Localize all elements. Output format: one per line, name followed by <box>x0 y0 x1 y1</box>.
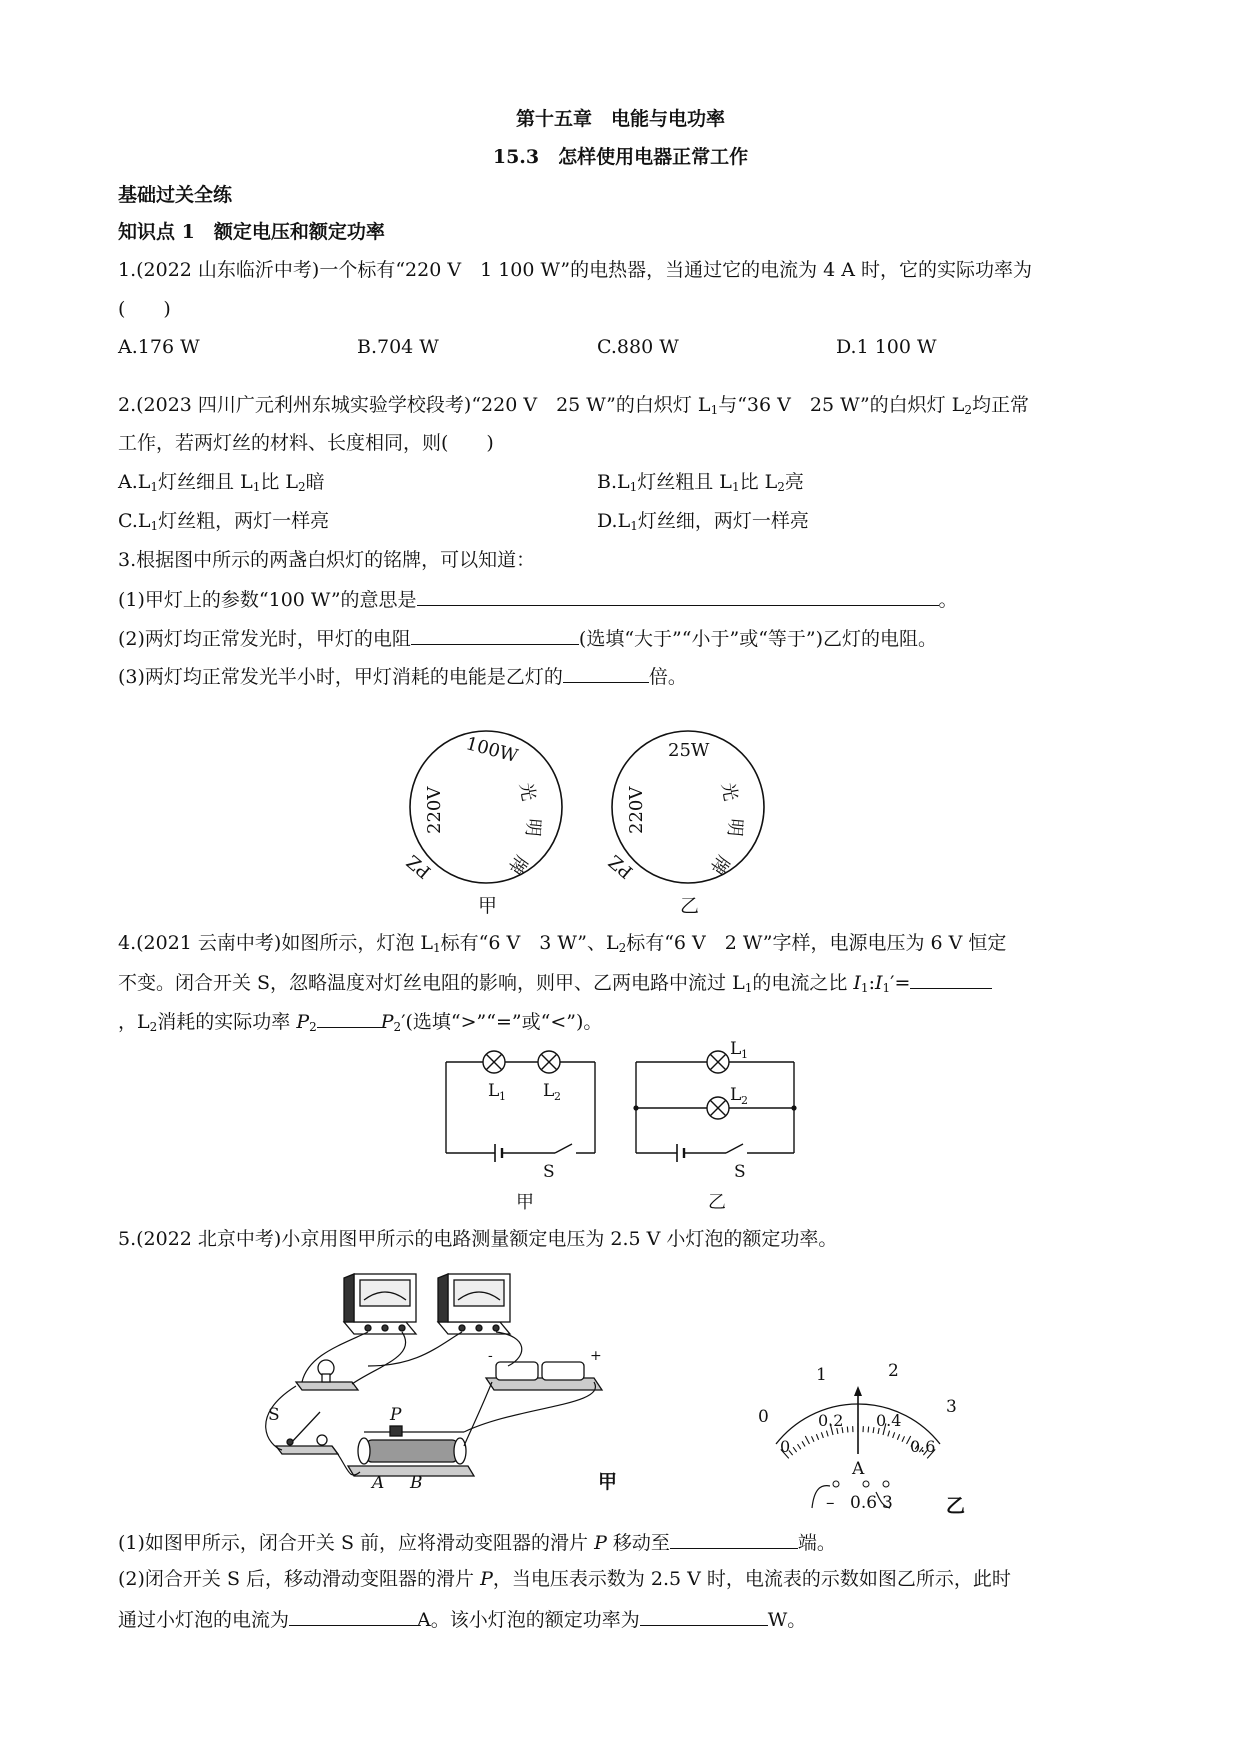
svg-text:+: + <box>590 1348 602 1364</box>
dial-tick <box>802 1441 805 1446</box>
dial-tick <box>868 1427 869 1433</box>
q3-p1-text: (1)甲灯上的参数“100 W”的意思是 <box>118 589 417 611</box>
section-title: 15.3 怎样使用电器正常工作 <box>492 146 749 168</box>
dial-tick <box>888 1431 890 1437</box>
sub: 1 <box>710 403 719 417</box>
math-symbol: P <box>380 1011 394 1033</box>
q5-text: ，当电压表示数为 2.5 V 时，电流表的示数如图乙所示，此时 <box>492 1568 1011 1590</box>
q3-stem: 3.根据图中所示的两盏白炽灯的铭牌，可以知道： <box>118 549 536 571</box>
label-l2-sub: 2 <box>554 1090 561 1103</box>
q2-text-b: 与“36 V 25 W”的白炽灯 L <box>718 394 965 416</box>
q3-p1-end: 。 <box>938 589 958 611</box>
plate-jia-power: 100W <box>463 733 521 768</box>
answer-blank[interactable] <box>289 1605 417 1626</box>
sub: 2 <box>298 480 306 494</box>
nameplate-yi <box>605 740 746 882</box>
answer-blank[interactable] <box>317 1007 381 1028</box>
q2-text-a: 2.(2023 四川广元利州东城实验学校段考)“220 V 25 W”的白炽灯 L <box>118 394 711 416</box>
opt-text: D.L <box>597 510 631 532</box>
dial-tick <box>793 1447 797 1452</box>
scale-bottom-0: 0 <box>780 1437 791 1456</box>
q2-option-c <box>118 508 329 534</box>
dial-tick <box>797 1444 800 1449</box>
q4-stem-line3 <box>118 1007 602 1035</box>
dial-tick <box>826 1431 828 1437</box>
sub: 1 <box>630 519 638 533</box>
dial-tick <box>805 1436 809 1444</box>
q3-part2 <box>118 624 937 652</box>
circuit-yi <box>636 1051 794 1162</box>
nameplate-jia <box>403 733 544 882</box>
plate-yi-caption: 乙 <box>680 895 700 917</box>
q4-stem-line1 <box>118 930 1006 956</box>
terminal-06-label: 0.6 <box>850 1493 878 1513</box>
plate-jia-voltage: 220V <box>424 786 445 834</box>
q1-option-c: C.880 W <box>597 336 679 358</box>
q2-stem-line2: 工作，若两灯丝的材料、长度相同，则( ) <box>118 432 494 454</box>
q4-text: ，L <box>118 1011 150 1033</box>
answer-blank[interactable] <box>563 662 649 683</box>
sub: 1 <box>150 480 159 494</box>
plate-jia-caption: 甲 <box>478 895 498 917</box>
q4-text: 4.(2021 云南中考)如图所示，灯泡 L <box>118 932 434 954</box>
label-l1: L <box>730 1039 742 1059</box>
answer-blank[interactable] <box>670 1528 798 1549</box>
q5-text: W。 <box>767 1609 807 1631</box>
q4-text: ′(选填“>”“=”或“<”)。 <box>401 1011 603 1033</box>
label-l1-sub: 1 <box>499 1090 506 1103</box>
sub: 1 <box>882 981 891 995</box>
q2-option-d <box>597 508 809 534</box>
dial-tick <box>902 1436 905 1441</box>
voltmeter-icon <box>344 1274 416 1334</box>
q3-p2-text: (2)两灯均正常发光时，甲灯的电阻 <box>118 628 411 650</box>
answer-blank[interactable] <box>411 624 579 645</box>
circuit-jia-caption: 甲 <box>516 1192 534 1213</box>
q5-part3 <box>118 1605 806 1633</box>
scale-top-2: 2 <box>888 1361 899 1381</box>
sub: 1 <box>252 480 261 494</box>
label-l2: L <box>543 1081 555 1101</box>
plate-yi-voltage: 220V <box>626 786 647 834</box>
ammeter-dial-figure <box>740 1356 980 1516</box>
q4-text: 的电流之比 <box>752 972 854 994</box>
q5-text: 通过小灯泡的电流为 <box>118 1609 290 1631</box>
scale-top-0: 0 <box>758 1407 769 1427</box>
dial-tick <box>847 1427 848 1433</box>
terminal-3-label: 3 <box>882 1493 893 1513</box>
terminal-a-label: A <box>372 1473 385 1493</box>
q1-option-d: D.1 100 W <box>836 336 937 358</box>
q4-stem-line2 <box>118 968 992 996</box>
figure-jia-caption: 甲 <box>598 1471 618 1493</box>
opt-text: B.L <box>597 471 630 493</box>
math-symbol: P <box>480 1568 493 1590</box>
scale-top-3: 3 <box>946 1397 957 1417</box>
opt-text: C.L <box>118 510 151 532</box>
q2-stem-line1 <box>118 392 1029 418</box>
opt-text: 灯丝粗且 L <box>637 471 732 493</box>
knowledge-point-heading: 知识点 1 额定电压和额定功率 <box>118 221 385 243</box>
opt-text: 灯丝细且 L <box>158 471 253 493</box>
sub: 1 <box>860 981 869 995</box>
math-symbol: I <box>853 972 861 994</box>
switch-label: S <box>268 1405 280 1425</box>
plate-jia-model: PZ <box>402 850 436 883</box>
label-switch: S <box>734 1162 746 1182</box>
plate-yi-brand-1: 光 <box>717 781 741 803</box>
lamp-nameplates-figure <box>402 712 810 922</box>
q3-part3 <box>118 662 687 690</box>
q1-bracket: ( ) <box>118 298 171 320</box>
q5-text: (1)如图甲所示，闭合开关 S 前，应将滑动变阻器的滑片 <box>118 1532 595 1554</box>
sub: 1 <box>150 519 159 533</box>
switch-icon[interactable] <box>276 1412 338 1454</box>
q2-option-a <box>118 469 325 495</box>
opt-text: 亮 <box>784 471 804 493</box>
slider-label: P <box>390 1405 402 1425</box>
q5-text: A。该小灯泡的额定功率为 <box>417 1609 640 1631</box>
dial-tick <box>816 1434 818 1440</box>
rheostat-icon[interactable] <box>348 1426 474 1476</box>
opt-text: 灯丝细，两灯一样亮 <box>637 510 809 532</box>
meter-unit: A <box>852 1459 865 1479</box>
sub: 2 <box>618 941 627 955</box>
q5-text: 移动至 <box>606 1532 670 1554</box>
part-heading: 基础过关全练 <box>118 184 233 206</box>
answer-blank[interactable] <box>417 585 939 606</box>
q2-option-b <box>597 469 804 495</box>
q5-text: (2)闭合开关 S 后，移动滑动变阻器的滑片 <box>118 1568 481 1590</box>
dial-tick <box>873 1427 874 1433</box>
opt-text: 比 L <box>260 471 299 493</box>
sub: 1 <box>629 480 638 494</box>
q3-part1 <box>118 585 958 613</box>
sub: 1 <box>744 981 753 995</box>
q3-p3-text: (3)两灯均正常发光半小时，甲灯消耗的电能是乙灯的 <box>118 666 563 688</box>
junction-dot <box>633 1105 638 1110</box>
terminal-neg-icon <box>833 1481 839 1487</box>
sub: 2 <box>393 1020 402 1034</box>
dial-tick <box>897 1434 899 1440</box>
terminal-06-icon <box>863 1481 869 1487</box>
q3-p2-end: (选填“大于”“小于”或“等于”)乙灯的电阻。 <box>578 628 938 650</box>
terminal-neg-label: – <box>826 1493 835 1513</box>
ammeter-icon <box>438 1274 510 1334</box>
opt-text: A.L <box>118 471 151 493</box>
sub: 1 <box>433 941 441 955</box>
q5-part2 <box>118 1566 1011 1592</box>
label-l2-sub: 2 <box>741 1094 748 1107</box>
sub: 2 <box>964 403 972 417</box>
answer-blank[interactable] <box>910 968 992 989</box>
plate-jia-brand-2: 明 <box>521 817 544 838</box>
circuit-yi-caption: 乙 <box>708 1192 726 1213</box>
sub: 2 <box>777 480 785 494</box>
scale-bottom-3: 0.6 <box>910 1437 936 1456</box>
q4-text: 不变。闭合开关 S，忽略温度对灯丝电阻的影响，则甲、乙两电路中流过 L <box>118 972 745 994</box>
q1-stem: 1.(2022 山东临沂中考)一个标有“220 V 1 100 W”的电热器，当通过它的电流为 4 A 时，它的实际功率为 <box>118 259 1033 281</box>
q1-option-b: B.704 W <box>357 336 439 358</box>
q4-text: 标有“6 V 2 W”字样，电源电压为 6 V 恒定 <box>626 932 1007 954</box>
q4-circuits-figure <box>440 1040 820 1215</box>
scale-bottom-1: 0.2 <box>818 1411 844 1430</box>
q4-text: ′= <box>890 972 911 994</box>
terminal-3-icon <box>883 1481 889 1487</box>
dial-tick <box>811 1436 814 1441</box>
q5-apparatus-figure <box>268 1266 688 1498</box>
label-l1: L <box>488 1081 500 1101</box>
q5-text: 端。 <box>797 1532 836 1554</box>
q5-stem: 5.(2022 北京中考)小京用图甲所示的电路测量额定电压为 2.5 V 小灯泡的额定功率。 <box>118 1228 838 1250</box>
plate-jia-brand-1: 光 <box>515 781 539 803</box>
circuit-jia <box>446 1051 595 1162</box>
pointer-head <box>854 1386 862 1396</box>
q1-option-a: A.176 W <box>118 336 200 358</box>
q2-text-c: 均正常 <box>971 394 1029 416</box>
sub: 2 <box>309 1020 317 1034</box>
junction-dot <box>791 1105 796 1110</box>
lamp-base-icon <box>296 1360 358 1390</box>
opt-text: 灯丝粗，两灯一样亮 <box>158 510 330 532</box>
scale-top-1: 1 <box>816 1365 827 1385</box>
svg-text:-: - <box>488 1348 493 1364</box>
label-l1-sub: 1 <box>741 1048 748 1061</box>
q4-text: : <box>868 972 875 994</box>
battery-pack-icon <box>486 1348 602 1390</box>
math-symbol: P <box>594 1532 607 1554</box>
q3-p3-end: 倍。 <box>648 666 687 688</box>
plate-yi-power: 25W <box>668 740 710 761</box>
chapter-title: 第十五章 电能与电功率 <box>515 108 725 130</box>
dial-tick <box>893 1432 895 1438</box>
q4-text: 消耗的实际功率 <box>157 1011 297 1033</box>
terminal-b-label: B <box>410 1473 423 1493</box>
math-symbol: I <box>874 972 883 994</box>
plate-yi-brand-3: 牌 <box>705 851 734 878</box>
opt-text: 暗 <box>305 471 325 493</box>
sub: 1 <box>731 480 740 494</box>
math-symbol: P <box>296 1011 310 1033</box>
q4-text: 标有“6 V 3 W”、L <box>440 932 619 954</box>
plate-yi-brand-2: 明 <box>723 817 746 838</box>
opt-text: 比 L <box>739 471 778 493</box>
sub: 2 <box>149 1020 158 1034</box>
plate-jia-brand-3: 牌 <box>503 851 532 878</box>
label-switch: S <box>543 1162 555 1182</box>
answer-blank[interactable] <box>640 1605 768 1626</box>
dial-tick <box>821 1432 823 1438</box>
q5-part1 <box>118 1528 836 1556</box>
label-l2: L <box>730 1085 742 1105</box>
plate-yi-model: PZ <box>604 850 638 883</box>
scale-bottom-2: 0.4 <box>876 1411 902 1430</box>
figure-yi-caption: 乙 <box>946 1495 966 1517</box>
